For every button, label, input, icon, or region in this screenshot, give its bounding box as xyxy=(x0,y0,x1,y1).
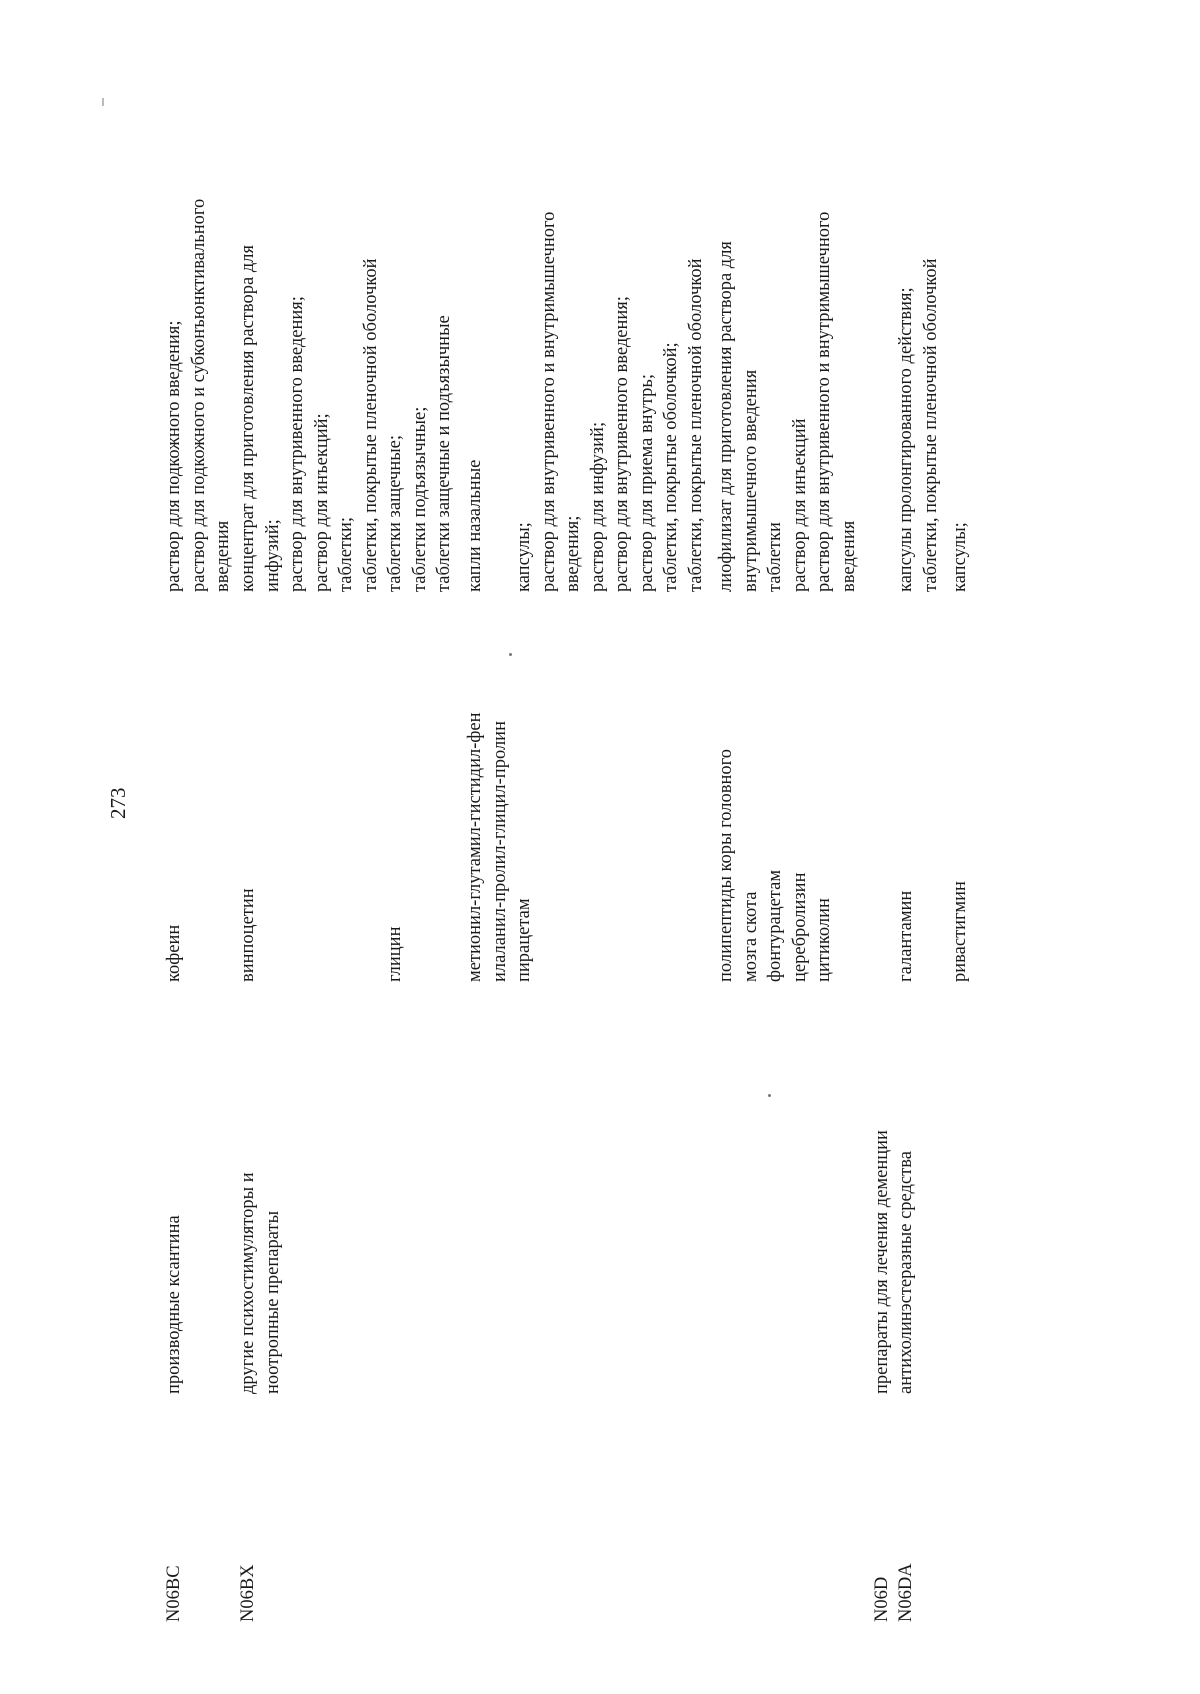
dosage-forms-line: капсулы; xyxy=(950,522,970,592)
dosage-forms-line: таблетки, покрытые оболочкой; xyxy=(661,342,681,592)
dosage-forms-line: раствор для внутривенного введения; xyxy=(612,296,632,592)
dosage-forms xyxy=(788,418,813,592)
drug-name-line: кофеин xyxy=(164,924,184,982)
dosage-forms xyxy=(236,245,383,592)
anatomical-therapeutic-group xyxy=(236,1172,285,1394)
drug-name-line: метионил-глутамил-гистидил-фен xyxy=(465,712,485,982)
atc-code: N06D xyxy=(872,1576,892,1622)
drug-name xyxy=(463,713,512,983)
anatomical-therapeutic-group-line: препараты для лечения деменции xyxy=(872,1130,892,1394)
drug-name-line: пирацетам xyxy=(514,898,534,982)
drug-name xyxy=(383,927,408,982)
drug-name-line: церебролизин xyxy=(790,872,810,982)
drug-name-line: илаланил-пролил-глицил-пролин xyxy=(489,721,510,982)
dosage-forms-line: таблетки; xyxy=(336,516,356,592)
drug-name xyxy=(948,881,973,982)
dosage-forms-line: таблетки, покрытые пленочной оболочкой xyxy=(685,258,706,592)
drug-name xyxy=(788,873,813,982)
anatomical-therapeutic-group xyxy=(894,1151,919,1394)
dosage-forms-line: раствор для подкожного введения; xyxy=(164,320,184,592)
dosage-forms xyxy=(894,259,943,592)
drug-name-line: глицин xyxy=(385,926,405,982)
scan-speck xyxy=(509,653,512,656)
dosage-forms-line: концентрат для приготовления раствора для xyxy=(238,245,258,592)
dosage-forms-line: таблетки, покрытые пленочной оболочкой xyxy=(360,258,381,592)
drug-name xyxy=(512,898,537,982)
dosage-forms xyxy=(512,212,708,592)
atc-code: N06BX xyxy=(238,1564,258,1622)
atc-code: N06BC xyxy=(164,1565,184,1622)
dosage-forms-line: внутримышечного введения xyxy=(740,369,761,592)
dosage-forms xyxy=(383,315,457,592)
dosage-forms-line: раствор для внутривенного и внутримышечного xyxy=(814,211,834,592)
dosage-forms-line: инфузий; xyxy=(262,519,283,592)
drug-name-line: цитиколин xyxy=(814,898,834,982)
dosage-forms-line: таблетки подъязычные; xyxy=(409,406,430,592)
scan-mark xyxy=(102,98,104,106)
dosage-forms-line: таблетки защечные; xyxy=(385,434,405,592)
dosage-forms xyxy=(463,460,488,592)
dosage-forms-line: раствор для внутривенного введения; xyxy=(287,296,307,592)
dosage-forms-line: введения xyxy=(213,520,233,592)
atc-code: N06DA xyxy=(896,1563,916,1622)
drug-name-line: фонтурацетам xyxy=(765,869,785,982)
anatomical-therapeutic-group-line: ноотропные препараты xyxy=(262,1210,283,1394)
drug-name-line: винпоцетин xyxy=(238,888,258,982)
dosage-forms-line: таблетки, покрытые пленочной оболочкой xyxy=(920,258,941,592)
dosage-forms-line: таблетки защечные и подъязычные xyxy=(434,315,454,592)
dosage-forms-line: раствор для внутривенного и внутримышечного xyxy=(538,211,559,592)
drug-name-line: галантамин xyxy=(896,890,916,982)
anatomical-therapeutic-group xyxy=(870,1130,895,1394)
anatomical-therapeutic-group xyxy=(162,1215,187,1394)
dosage-forms-line: раствор для инфузий; xyxy=(587,421,608,592)
dosage-forms xyxy=(948,522,973,592)
drug-name-line: полипептиды коры головного xyxy=(716,749,736,982)
dosage-forms-line: раствор для приема внутрь; xyxy=(636,374,657,592)
anatomical-therapeutic-group-line: другие психостимуляторы и xyxy=(238,1172,258,1394)
anatomical-therapeutic-group-line: антихолинэстеразные средства xyxy=(896,1151,916,1394)
dosage-forms-line: лиофилизат для приготовления раствора для xyxy=(716,241,736,592)
drug-name xyxy=(714,749,763,982)
anatomical-therapeutic-group-line: производные ксантина xyxy=(164,1215,184,1394)
dosage-forms-line: введения xyxy=(838,520,859,592)
dosage-forms xyxy=(812,212,861,592)
drug-name xyxy=(812,898,837,982)
dosage-forms-line: капли назальные xyxy=(465,459,485,592)
drug-name xyxy=(236,888,261,982)
drug-name xyxy=(894,891,919,982)
drug-name-line: ривастигмин xyxy=(950,881,970,982)
drug-name-line: мозга скота xyxy=(740,891,761,982)
scan-speck xyxy=(768,1094,771,1097)
dosage-forms xyxy=(714,241,763,592)
page-number: 273 xyxy=(106,787,130,819)
dosage-forms-line: раствор для инъекций; xyxy=(311,413,332,592)
dosage-forms xyxy=(763,522,788,592)
drug-name xyxy=(162,925,187,982)
dosage-forms-line: раствор для инъекций xyxy=(790,418,810,592)
dosage-forms-line: таблетки xyxy=(765,522,785,592)
drug-name xyxy=(763,870,788,982)
dosage-forms-line: введения; xyxy=(563,515,583,592)
dosage-forms-line: раствор для подкожного и субконъюнктивального xyxy=(188,198,209,592)
dosage-forms-line: капсулы; xyxy=(514,522,534,592)
dosage-forms-line: капсулы пролонгированного действия; xyxy=(896,287,916,592)
dosage-forms xyxy=(162,199,236,592)
